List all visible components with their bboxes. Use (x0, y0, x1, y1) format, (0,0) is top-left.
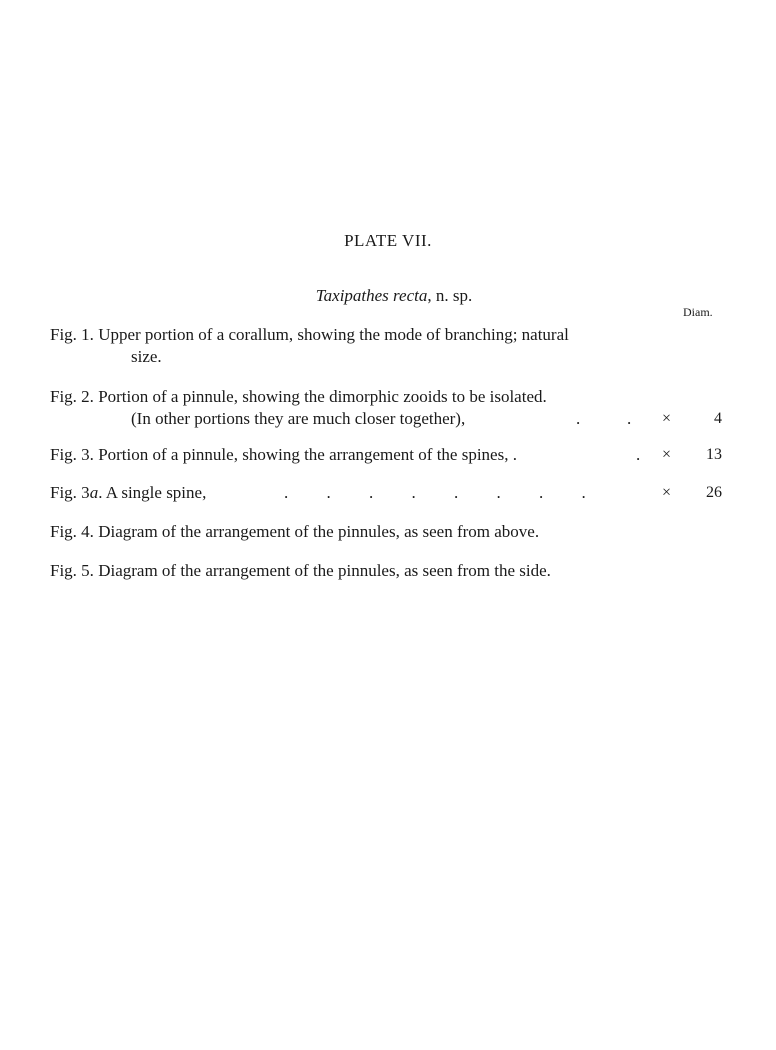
figure-5-caption-line-1: Diagram of the arrangement of the pinnules, as seen from the side. (98, 561, 551, 580)
figure-3-caption-line-1: Portion of a pinnule, showing the arrangement of the spines, . (98, 445, 517, 464)
figure-3a-label-end: . (98, 483, 103, 502)
figure-5-label: Fig. 5. (50, 561, 94, 580)
figure-3a-label (50, 482, 102, 503)
figure-4-label: Fig. 4. (50, 522, 94, 541)
figure-3a-leader-dots: . . . . . . . . (284, 483, 586, 502)
figure-2-magnification: 4 (714, 410, 722, 427)
figure-1-label: Fig. 1. (50, 325, 94, 344)
figure-3a-label-letter: a (89, 483, 99, 502)
figure-3-magnification: 13 (706, 446, 722, 463)
figure-2-leader-dots: . . (576, 409, 632, 428)
figure-3-entry (50, 444, 517, 465)
figure-3a-magnification: 26 (706, 484, 722, 501)
figure-1-entry (50, 324, 569, 345)
figure-1-caption-line-1: Upper portion of a corallum, showing the mode of branching; natural (98, 325, 569, 344)
figure-3-leader-dots: . (636, 445, 641, 464)
species-suffix: , n. sp. (427, 286, 473, 305)
figure-3a-entry (50, 482, 206, 503)
figure-3a-caption-line-1: A single spine, (105, 483, 207, 502)
figure-5-entry (50, 560, 551, 581)
species-heading (0, 286, 776, 306)
figure-2-caption-line-1: Portion of a pinnule, showing the dimorphic zooids to be isolated. (98, 387, 547, 406)
figure-2-label: Fig. 2. (50, 387, 94, 406)
figure-3a-times-sign: × (662, 484, 672, 501)
figure-1-caption-line-2: size. (131, 347, 162, 366)
figure-3-times-sign: × (662, 446, 672, 463)
diameter-column-header: Diam. (683, 305, 713, 319)
figure-2-times-sign: × (662, 410, 672, 427)
figure-2-caption-line-2: (In other portions they are much closer together), (131, 409, 466, 428)
plate-title: PLATE VII. (344, 231, 432, 250)
figure-3a-label-prefix: Fig. 3 (50, 483, 90, 502)
figure-2-entry (50, 386, 547, 407)
figure-4-entry (50, 521, 539, 542)
figure-3-label: Fig. 3. (50, 445, 94, 464)
figure-4-caption-line-1: Diagram of the arrangement of the pinnules, as seen from above. (98, 522, 540, 541)
species-name: Taxipathes recta (315, 286, 428, 305)
